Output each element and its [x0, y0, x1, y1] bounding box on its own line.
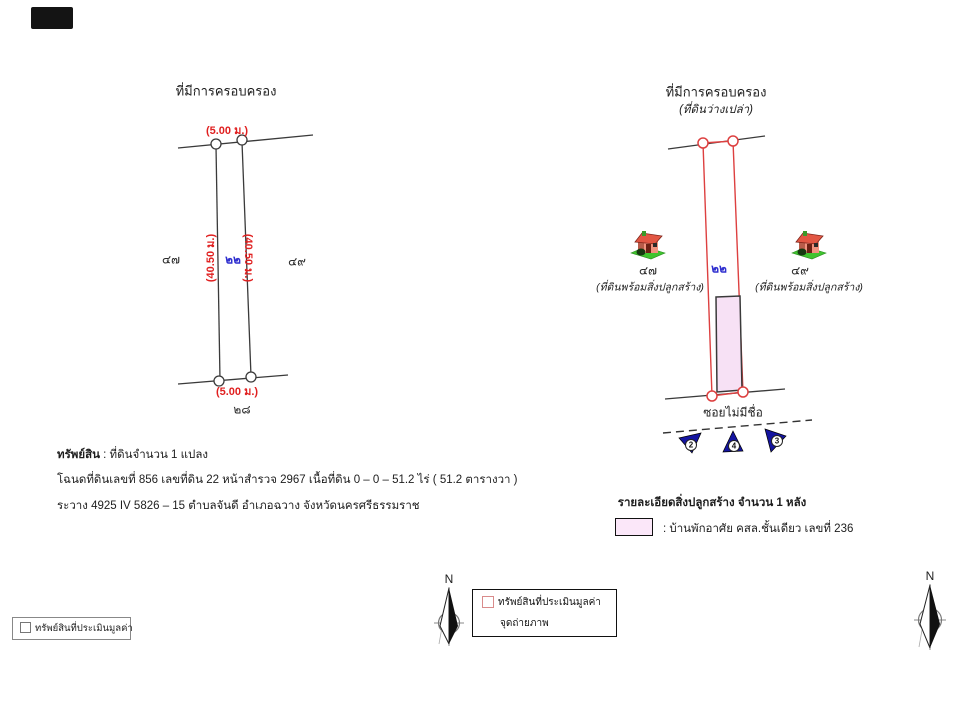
assessed-property-swatch [482, 596, 494, 608]
building-legend-swatch [615, 518, 653, 536]
house-icon [631, 231, 665, 259]
compass-rose [914, 584, 946, 650]
left-adjacent-parcel-49: ๔๙ [288, 254, 306, 269]
deed-detail-line: โฉนดที่ดินเลขที่ 856 เลขที่ดิน 22 หน้าสำรวจ 2967 เนื้อที่ดิน 0 – 0 – 51.2 ไร่ ( 51.2 ตารางวา ) [57, 474, 518, 486]
legend-assessed-property: ทรัพย์สินที่ประเมินมูลค่า [498, 597, 601, 608]
right-subject-parcel-22: ๒๒ [711, 261, 727, 276]
north-label: N [444, 572, 454, 586]
photo-point-number-2: 2 [688, 440, 694, 450]
left-adjacent-parcel-47: ๔๗ [161, 252, 181, 267]
building-details-title: รายละเอียดสิ่งปลูกสร้าง จำนวน 1 หลัง [617, 497, 807, 509]
road-name-label: ซอยไม่มีชื่อ [703, 405, 763, 420]
property-summary-line [57, 446, 208, 464]
right-diagram-subtitle: (ที่ดินว่างเปล่า) [679, 104, 753, 116]
house-icon [792, 231, 826, 259]
north-label: N [925, 569, 935, 583]
building-footprint [716, 296, 742, 392]
property-summary: : ที่ดินจำนวน 1 แปลง [99, 449, 209, 461]
redacted-logo-box [31, 7, 73, 29]
left-adjacent-parcel-28: ๒๘ [233, 402, 251, 417]
photo-point-number-4: 4 [731, 441, 737, 451]
property-label: ทรัพย์สิน [57, 449, 100, 461]
corner-legend-swatch [20, 622, 31, 633]
compass-rose [434, 587, 464, 646]
building-legend-text: : บ้านพักอาศัย คสล.ชั้นเดียว เลขที่ 236 [663, 523, 854, 535]
right-side-length-dimension: (40.50 ม.) [242, 233, 254, 283]
map-sheet-line: ระวาง 4925 IV 5826 – 15 ตำบลจันดี อำเภอฉวาง จังหวัดนครศรีธรรมราช [57, 500, 420, 512]
right-adjacent-parcel-47: ๔๗ [638, 263, 658, 278]
left-bottom-width-dimension: (5.00 ม.) [215, 386, 259, 398]
right-adjacent-left-note: (ที่ดินพร้อมสิ่งปลูกสร้าง) [596, 281, 704, 294]
right-adjacent-right-note: (ที่ดินพร้อมสิ่งปลูกสร้าง) [755, 281, 863, 294]
right-diagram-title: ที่มีการครอบครอง [665, 84, 767, 100]
left-subject-parcel-22: ๒๒ [225, 252, 241, 267]
left-side-length-dimension: (40.50 ม.) [205, 233, 217, 283]
legend-photo-point: จุดถ่ายภาพ [500, 618, 549, 629]
photo-point-number-3: 3 [774, 436, 780, 446]
corner-legend-label: ทรัพย์สินที่ประเมินมูลค่า [35, 623, 133, 634]
right-adjacent-parcel-49: ๔๙ [791, 263, 809, 278]
left-diagram-title: ที่มีการครอบครอง [175, 83, 277, 99]
left-top-width-dimension: (5.00 ม.) [205, 125, 249, 137]
